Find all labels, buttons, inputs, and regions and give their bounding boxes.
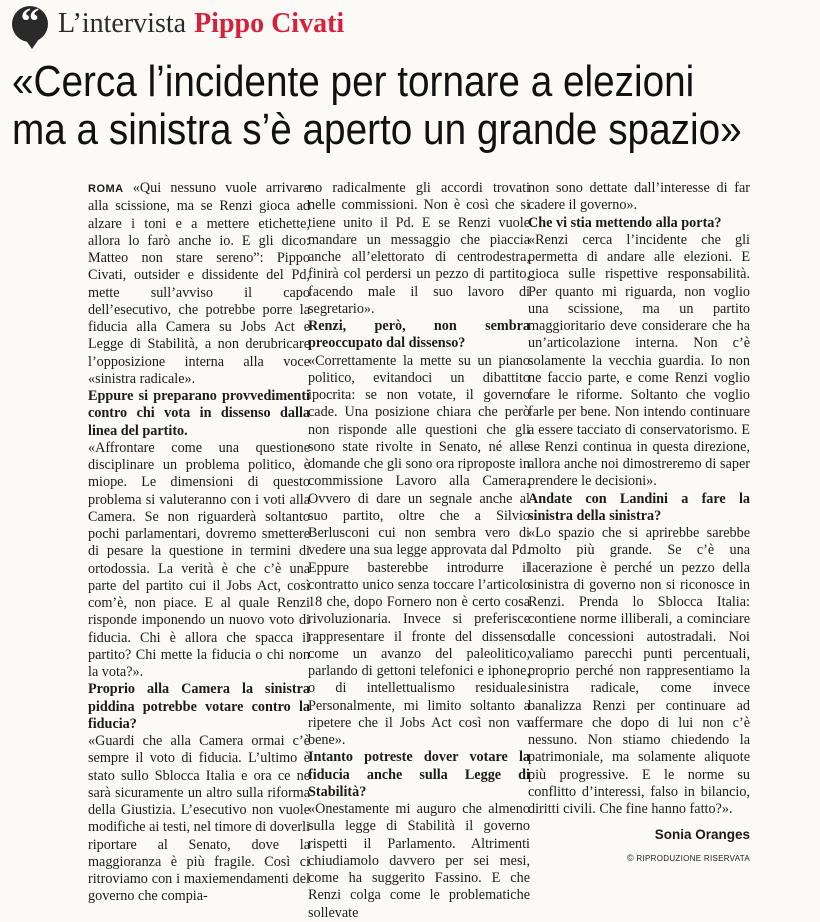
question: Andate con Landini a fare la sinistra della sinistra? xyxy=(528,490,750,524)
answer: «Onestamente mi auguro che almeno sulla legge di Stabilità il governo rispetti il Parlamento. Altrimenti chiudiamolo davvero per sei mesi, come ha suggerito Fassino. E che Renzi colga come le problematiche sollevate xyxy=(308,801,530,921)
headline xyxy=(12,57,742,154)
lead-paragraph: ROMA «Qui nessuno vuole arrivare alla scissione, ma se Renzi gioca ad alzare i toni e a mettere etichette, allora lo farò anche io. E gli dico: Matteo non stare sereno”: Pippo Civati, outsider e dissidente del Pd, mette sull’avviso il capo dell’esecutivo, che potrebbe porre la fiducia alla Camera su Jobs Act e Legge di Stabilità, a non derubricare l’opposizione interna alla voce «sinistra radicale». xyxy=(88,180,310,387)
question: Renzi, però, non sembra preoccupato dal dissenso? xyxy=(308,318,530,352)
question: Eppure si preparano provvedimenti contro chi vota in dissenso dalla linea del partito. xyxy=(88,388,310,439)
answer: «Affrontare come una questione disciplinare un problema politico, è miope. Le dimensioni di questo problema si valuteranno con i voti alla Camera. Se non riguarderà soltanto pochi parlamentari, dovremo smettere di pesare la questione in termini di ortodossia. La verità è che c’è una parte del partito cui il Jobs Act, così com’è, non piace. E al quale Renzi risponde imponendo un nuovo voto di fiducia. Chi è allora che spacca il partito? Chi mette la fiducia o chi non la vota?». xyxy=(88,439,310,680)
article-column-3 xyxy=(528,180,750,867)
interviewee-name: Pippo Civati xyxy=(194,8,345,39)
copyright-notice: © RIPRODUZIONE RISERVATA xyxy=(626,852,750,863)
headline-line-2: ma a sinistra s’è aperto un grande spazio» xyxy=(12,105,742,154)
question: Intanto potreste dover votare la fiducia anche sulla Legge di Stabilità? xyxy=(308,749,530,800)
byline: Sonia Oranges xyxy=(654,827,750,843)
answer: no radicalmente gli accordi trovati nelle commissioni. Non è così che si tiene unito il Pd. E se Renzi vuole mandare un messaggio che piaccia anche all’elettorato di centrodestra, finirà col perdersi un pezzo di partito, facendo male il suo lavoro di segretario». xyxy=(308,180,530,317)
answer: non sono dettate dall’interesse di far cadere il governo». xyxy=(528,180,750,214)
headline-line-1: «Cerca l’incidente per tornare a elezioni xyxy=(12,57,695,106)
kicker-label: L’intervista xyxy=(58,8,187,39)
question: Che vi stia mettendo alla porta? xyxy=(528,214,722,231)
answer: «Guardi che alla Camera ormai c’è sempre il voto di fiducia. L’ultimo è stato sullo Sblocca Italia e ora ce ne sarà sicuramente un altro sulla riforma della Giustizia. L’esecutivo non vuole modifiche ai testi, nel timore di doverli riportare al Senato, dove la maggioranza è più fragile. Così ci ritroviamo con i maxiemendamenti del governo che compia- xyxy=(88,733,310,905)
article-column-2 xyxy=(308,180,530,922)
dateline: ROMA xyxy=(88,183,124,195)
answer: «Lo spazio che si aprirebbe sarebbe molto più grande. Se c’è una lacerazione è perché un pezzo della sinistra di governo non si riconosce in Renzi. Prenda lo Sblocca Italia: contiene norme illiberali, a cominciare dalle concessioni autostradali. Noi valiamo parecchi punti percentuali, proprio perché non rappresentiamo la sinistra radicale, come invece banalizza Renzi per continuare ad affermare che dopo di lui non c’è nessuno. Non stiamo chiedendo la patrimoniale, ma solamente aliquote più progressive. E le norme su conflitto d’interessi, falso in bilancio, diritti civili. Che fine hanno fatto?». xyxy=(528,525,750,817)
article-column-1 xyxy=(88,180,310,906)
copyright-icon: © xyxy=(626,852,634,863)
kicker xyxy=(12,1,345,44)
answer: «Renzi cerca l’incidente che gli permetta di andare alle elezioni. E gioca sulle rispettive responsabilità. Per quanto mi riguarda, non voglio una scissione, ma un partito maggioritario deve considerare che ha un’articolazione interna. Non c’è solamente la vecchia guardia. Io non ne faccio parte, e come Renzi voglio fare le riforme. Soltanto che voglio farle per bene. Non intendo continuare a essere tacciato di conservatorismo. E se Renzi continua in questa direzione, allora anche noi dimostreremo di saper prendere le decisioni». xyxy=(528,231,750,490)
quote-icon: “ xyxy=(12,6,48,42)
question: Proprio alla Camera la sinistra piddina potrebbe votare contro la fiducia? xyxy=(88,681,310,732)
answer: «Correttamente la mette su un piano politico, evitandoci un dibattito ipocrita: se non votate, il governo cade. Una posizione chiara che però non risponde alle questioni che gli sono state rivolte in Senato, né alle domande che gli sono ora riproposte in commissione Lavoro alla Camera. Ovvero di dare un segnale anche al suo partito, oltre che a Silvio Berlusconi cui non sembra vero di vedere una sua legge approvata dal Pd. Eppure basterebbe introdurre il contratto unico senza toccare l’articolo 18 che, dopo Fornero non è certo cosa rivoluzionaria. Invece si preferisce rappresentare il fronte del dissenso come un avanzo del paleolitico, parlando di gettoni telefonici e iphone, o di intellettualismo residuale. Personalmente, mi limito soltanto a ripetere che il Jobs Act così non va bene». xyxy=(308,352,530,748)
